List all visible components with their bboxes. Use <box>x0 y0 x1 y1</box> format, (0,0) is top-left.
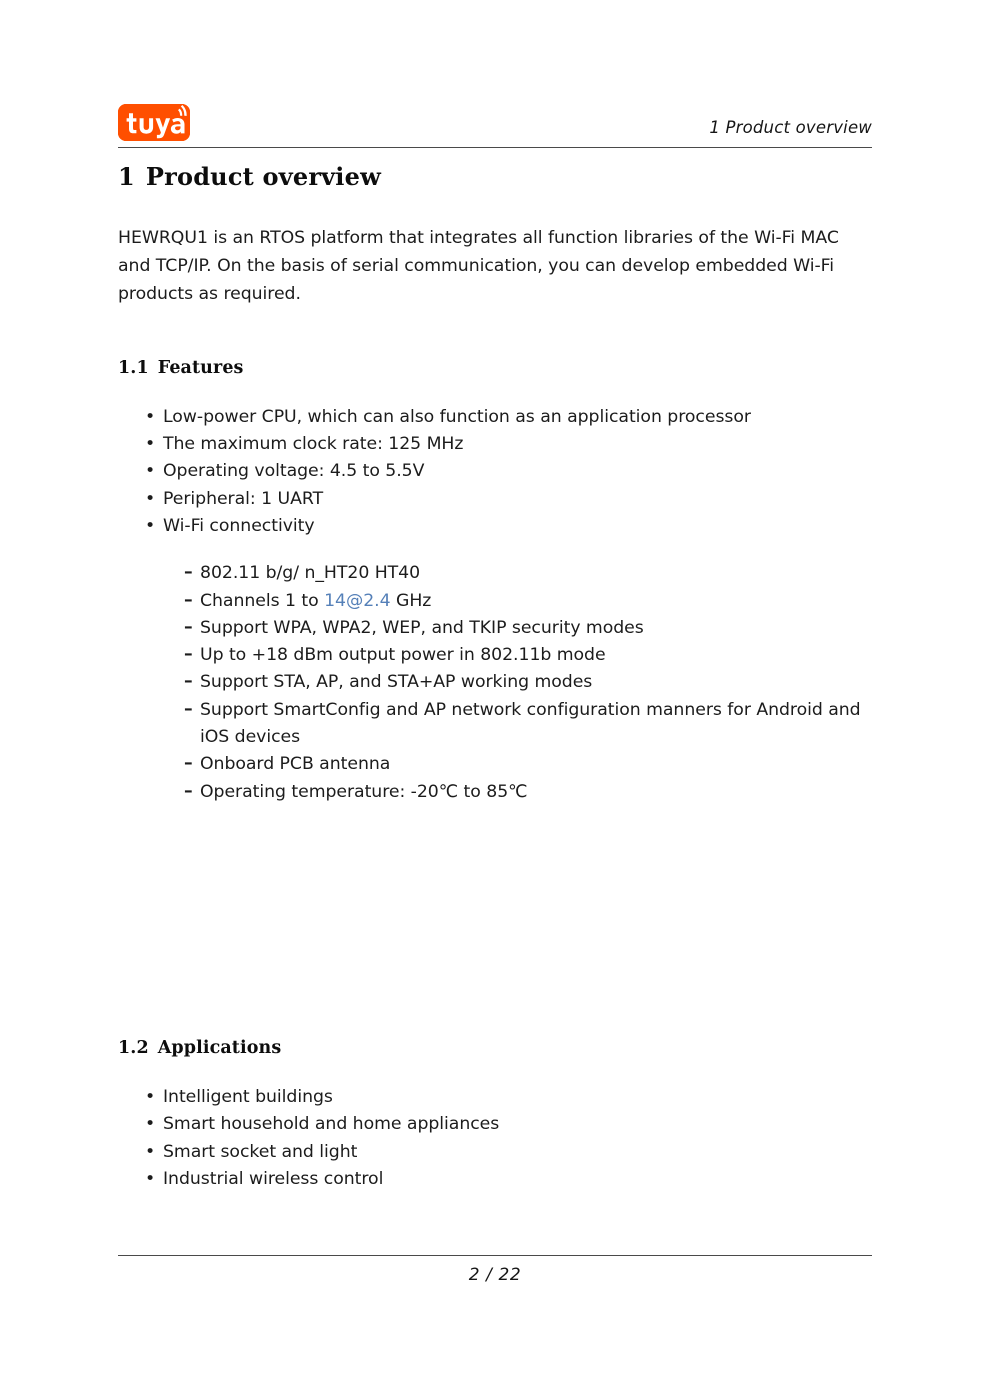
list-item <box>118 697 872 752</box>
list-item-label: Operating voltage: 4.5 to 5.5V <box>163 461 425 482</box>
tuya-logo <box>118 104 190 141</box>
list-item <box>118 642 872 669</box>
list-item-label: Low-power CPU, which can also function as an application processor <box>163 406 751 427</box>
list-item <box>118 1084 872 1111</box>
subsection-heading-applications <box>118 1038 872 1059</box>
section-heading <box>118 163 872 192</box>
list-item-label: Up to +18 dBm output power in 802.11b mode <box>200 645 606 666</box>
list-item-label: 802.11 b/g/ n_HT20 HT40 <box>200 563 421 584</box>
wifi-sub-list <box>118 560 872 806</box>
page-number: 2 / 22 <box>468 1265 522 1285</box>
bullet-marker-icon: • <box>145 1086 156 1107</box>
bullet-marker-icon: • <box>145 461 156 482</box>
tuya-logo-icon <box>118 104 190 141</box>
dash-marker-icon: – <box>184 780 193 801</box>
list-item <box>118 404 872 431</box>
subsection-number-1-1: 1.1 <box>118 357 149 378</box>
subsection-title-features: Features <box>157 357 244 378</box>
bullet-marker-icon: • <box>145 515 156 536</box>
list-item-label: Peripheral: 1 UART <box>163 488 324 509</box>
intro-paragraph: HEWRQU1 is an RTOS platform that integrates all function libraries of the Wi-Fi MAC and TCP/IP. On the basis of serial communication, you can develop embedded Wi-Fi products as required. <box>118 227 839 304</box>
list-item-label: The maximum clock rate: 125 MHz <box>163 434 464 455</box>
list-item-label-prefix: Channels 1 to <box>200 590 325 611</box>
list-item-label-suffix: GHz <box>390 590 432 611</box>
subsection-title-applications: Applications <box>157 1037 282 1058</box>
bullet-marker-icon: • <box>145 434 156 455</box>
list-item-label: Support STA, AP, and STA+AP working modes <box>200 672 593 693</box>
list-item <box>118 486 872 513</box>
dash-marker-icon: – <box>184 589 193 610</box>
list-item <box>118 1111 872 1138</box>
list-item <box>118 779 872 806</box>
dash-marker-icon: – <box>184 671 193 692</box>
bullet-marker-icon: • <box>145 1141 156 1162</box>
dash-marker-icon: – <box>184 562 193 583</box>
list-item <box>118 1166 872 1193</box>
list-item-label: Support SmartConfig and AP network configuration manners for Android and iOS devices <box>200 699 861 748</box>
dash-marker-icon: – <box>184 644 193 665</box>
section-heading-text: Product overview <box>145 162 381 191</box>
list-item-label: Industrial wireless control <box>163 1168 384 1189</box>
bullet-marker-icon: • <box>145 406 156 427</box>
section-number: 1 <box>118 162 135 191</box>
list-item <box>118 1139 872 1166</box>
bullet-marker-icon: • <box>145 1168 156 1189</box>
page-footer <box>118 1255 872 1285</box>
list-item <box>118 751 872 778</box>
bullet-marker-icon: • <box>145 488 156 509</box>
list-item <box>118 513 872 540</box>
list-item-label: Support WPA, WPA2, WEP, and TKIP security modes <box>200 617 644 638</box>
list-item <box>118 560 872 587</box>
dash-marker-icon: – <box>184 698 193 719</box>
channel-frequency-link[interactable]: 14@2.4 <box>324 590 391 611</box>
bullet-marker-icon: • <box>145 1114 156 1135</box>
applications-list <box>118 1084 872 1193</box>
dash-marker-icon: – <box>184 616 193 637</box>
list-item-label: Operating temperature: -20℃ to 85℃ <box>200 781 528 802</box>
list-item-label: Onboard PCB antenna <box>200 754 391 775</box>
subsection-heading-features <box>118 358 872 379</box>
subsection-number-1-2: 1.2 <box>118 1037 149 1058</box>
page-header <box>118 96 872 148</box>
list-item <box>118 669 872 696</box>
list-item-label: Intelligent buildings <box>163 1086 333 1107</box>
list-item <box>118 431 872 458</box>
features-list <box>118 404 872 540</box>
running-header-title: 1 Product overview <box>709 117 872 137</box>
dash-marker-icon: – <box>184 753 193 774</box>
list-item-label: Smart household and home appliances <box>163 1114 500 1135</box>
list-item <box>118 458 872 485</box>
list-item <box>118 615 872 642</box>
page-content <box>118 163 872 1193</box>
list-item-label: Smart socket and light <box>163 1141 358 1162</box>
list-item-label: Wi-Fi connectivity <box>163 515 315 536</box>
list-item <box>118 588 872 615</box>
